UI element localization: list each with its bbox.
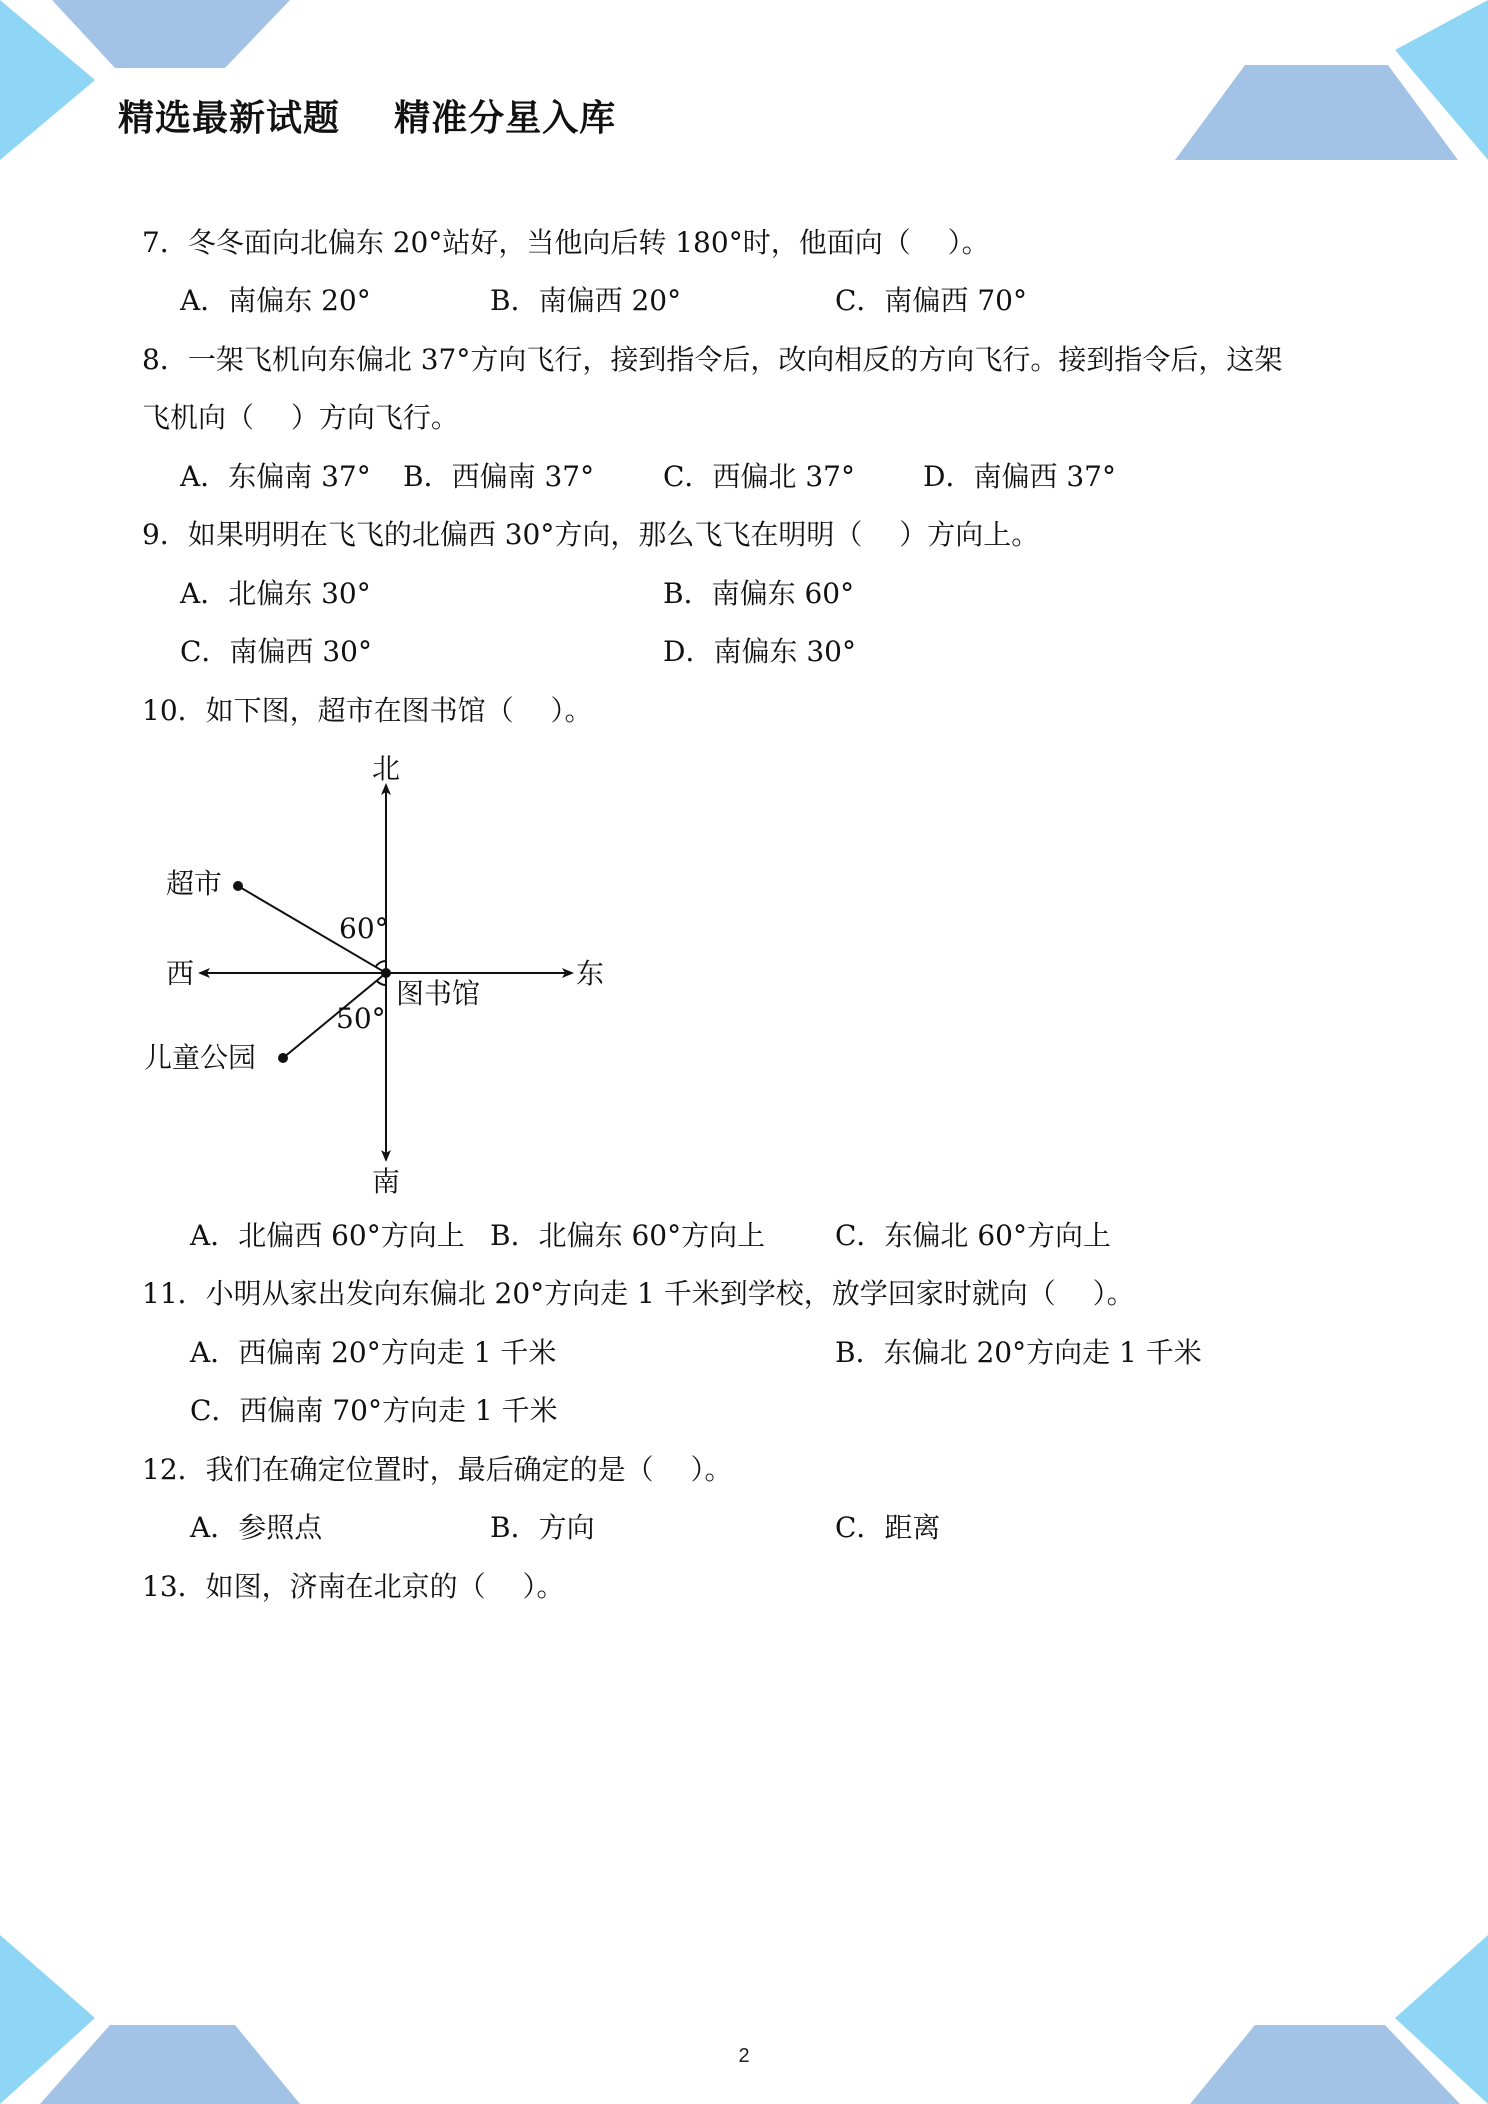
angle-arc-60 (376, 961, 386, 967)
label-south: 南 (371, 1165, 401, 1198)
label-north: 北 (371, 752, 401, 785)
question-8-option-d: D．南偏西 37° (923, 460, 1116, 493)
question-11-stem: 11．小明从家出发向东偏北 20°方向走 1 千米到学校，放学回家时就向（ ）。 (142, 1277, 1135, 1310)
question-12-option-b: B．方向 (490, 1511, 595, 1544)
question-9-option-d: D．南偏东 30° (663, 635, 856, 668)
question-9-option-b: B．南偏东 60° (663, 577, 855, 610)
question-10-option-c: C．东偏北 60°方向上 (835, 1219, 1111, 1252)
question-11-option-c: C．西偏南 70°方向走 1 千米 (190, 1394, 558, 1427)
question-12-option-c: C．距离 (835, 1511, 941, 1544)
label-childrens-park: 儿童公园 (144, 1041, 257, 1074)
top-left-trapezoid-decoration (52, 0, 290, 68)
question-7-stem: 7．冬冬面向北偏东 20°站好，当他向后转 180°时，他面向（ ）。 (142, 226, 990, 259)
page-number: 2 (738, 2045, 750, 2067)
question-8-option-a: A．东偏南 37° (180, 460, 371, 493)
label-east: 东 (576, 957, 605, 990)
question-8-stem-line-2: 飞机向（ ）方向飞行。 (142, 401, 459, 434)
question-9-option-c: C．南偏西 30° (180, 635, 372, 668)
label-angle-50: 50° (336, 1002, 386, 1035)
library-point (381, 968, 391, 978)
question-11-option-b: B．东偏北 20°方向走 1 千米 (835, 1336, 1202, 1369)
angle-arc-50 (377, 981, 386, 985)
question-11-option-a: A．西偏南 20°方向走 1 千米 (190, 1336, 557, 1369)
question-13-stem: 13．如图，济南在北京的（ ）。 (142, 1570, 565, 1603)
question-7-option-a: A．南偏东 20° (180, 284, 371, 317)
question-8-option-c: C．西偏北 37° (663, 460, 855, 493)
label-west: 西 (166, 957, 195, 990)
supermarket-point (233, 881, 243, 891)
question-10-stem: 10．如下图，超市在图书馆（ ）。 (142, 694, 593, 727)
question-8-stem-line-1: 8．一架飞机向东偏北 37°方向飞行，接到指令后，改向相反的方向飞行。接到指令后，这架 (142, 343, 1283, 376)
childrens-park-point (278, 1053, 288, 1063)
question-10-option-a: A．北偏西 60°方向上 (190, 1219, 465, 1252)
question-8-option-b: B．西偏南 37° (403, 460, 595, 493)
question-7-option-b: B．南偏西 20° (490, 284, 682, 317)
label-angle-60: 60° (339, 912, 389, 945)
question-12-option-a: A．参照点 (190, 1511, 323, 1544)
compass-direction-figure (140, 745, 620, 1205)
question-9-option-a: A．北偏东 30° (180, 577, 371, 610)
question-7-option-c: C．南偏西 70° (835, 284, 1027, 317)
label-library: 图书馆 (396, 977, 481, 1010)
question-9-stem: 9．如果明明在飞飞的北偏西 30°方向，那么飞飞在明明（ ）方向上。 (142, 518, 1040, 551)
label-supermarket: 超市 (166, 867, 223, 900)
header-title: 精选最新试题 精准分星入库 (118, 98, 617, 139)
top-right-trapezoid-decoration (1175, 65, 1458, 160)
question-12-stem: 12．我们在确定位置时，最后确定的是（ ）。 (142, 1453, 733, 1486)
question-10-option-b: B．北偏东 60°方向上 (490, 1219, 766, 1252)
